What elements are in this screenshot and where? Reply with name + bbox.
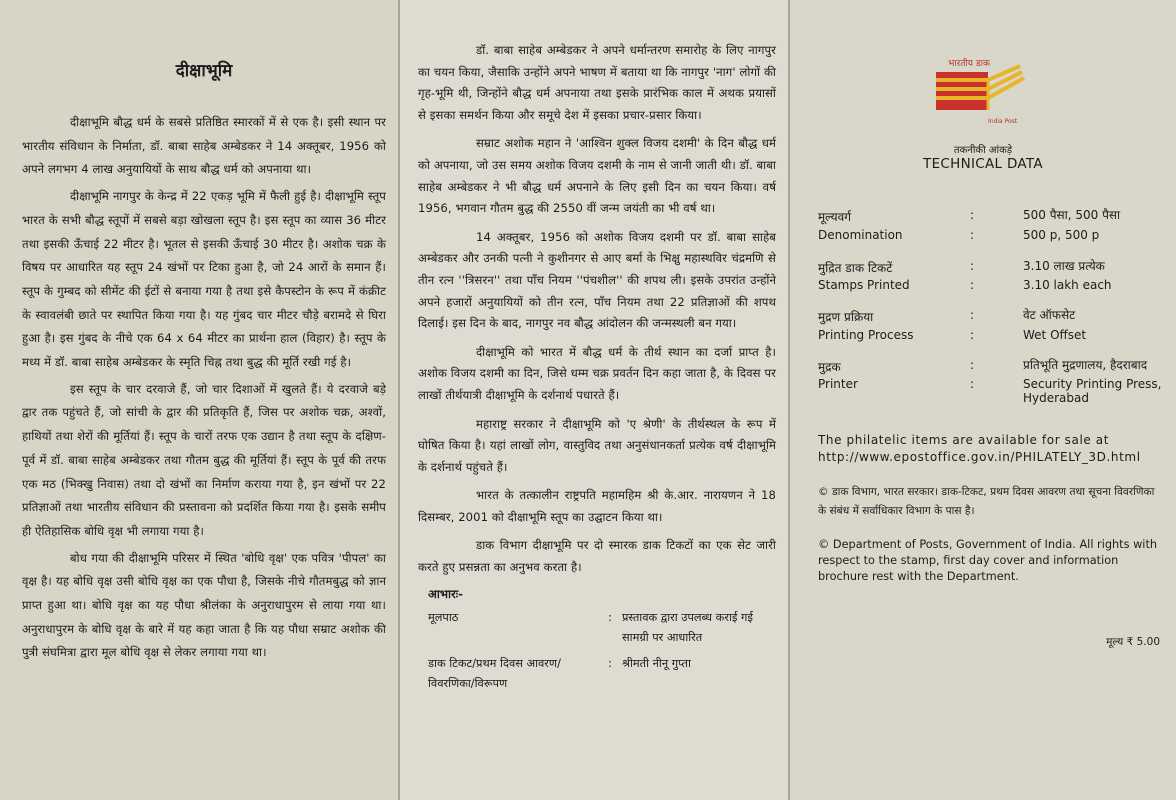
ack-colon: :	[608, 610, 612, 624]
tech-value: 500 p, 500 p	[1023, 228, 1100, 242]
tech-label: मुद्रित डाक टिकटें	[818, 261, 893, 275]
brochure-panel-left	[0, 0, 398, 800]
page-title: दीक्षाभूमि	[175, 61, 233, 81]
tech-label: मूल्यवर्ग	[818, 210, 852, 224]
acknowledgement-row	[428, 654, 776, 694]
tech-colon: :	[970, 308, 975, 322]
paragraph: महाराष्ट्र सरकार ने दीक्षाभूमि को 'ए श्रेणी' के तीर्थस्थल के रूप में घोषित किया है। यहां लाखों लोग, वास्तुविद तथा अनुसंधानकर्ता प्रत्येक वर्ष दीक्षाभूमि के दर्शनार्थ पहुंचते हैं।	[418, 416, 776, 474]
price-label: मूल्य ₹ 5.00	[1106, 636, 1160, 648]
tech-colon: :	[970, 328, 975, 342]
paragraph: 14 अक्तूबर, 1956 को अशोक विजय दशमी पर डॉ. बाबा साहेब अम्बेडकर और उनकी पत्नी ने कुशीनगर से आए बर्मा के भिक्षु महास्थविर चंद्रमणि से तीन रत्न ''त्रिसरन'' तथा पाँच नियम ''पंचशील'' की शपथ ली। इसके उपरांत उन्होंने अपने हजारों अनुयायियों को तीन रत्न, पाँच नियम तथा 22 प्रतिज्ञाओं की शपथ दिलाई। इस दिन के बाद, नागपुर नव बौद्ध आंदोलन की जन्मस्थली बन गया।	[418, 229, 776, 331]
tech-value: प्रतिभूति मुद्रणालय, हैदराबाद	[1023, 358, 1148, 372]
paragraph: दीक्षाभूमि को भारत में बौद्ध धर्म के तीर्थ स्थान का दर्जा प्राप्त है। अशोक विजय दशमी का दिन, जिसे धम्म चक्र प्रवर्तन दिन कहा जाता है, के दिवस पर लाखों तीर्थयात्री दीक्षाभूमि के दर्शनार्थ पधारते हैं।	[418, 344, 776, 402]
philatelic-note: The philatelic items are available for sale at http://www.epostoffice.gov.in/PHILATELY_3D.html	[818, 433, 1141, 464]
tech-value: 3.10 लाख प्रत्येक	[1023, 259, 1105, 273]
tech-colon: :	[970, 278, 975, 292]
tech-value: 3.10 lakh each	[1023, 278, 1112, 292]
tech-value: Wet Offset	[1023, 328, 1087, 342]
tech-value: 500 पैसा, 500 पैसा	[1023, 208, 1121, 222]
tech-label: Stamps Printed	[818, 278, 910, 292]
ack-colon: :	[608, 656, 612, 670]
ack-value: प्रस्तावक द्वारा उपलब्ध कराई गई सामग्री पर आधारित	[622, 610, 753, 644]
paragraph: डाक विभाग दीक्षाभूमि पर दो स्मारक डाक टिकटों का एक सेट जारी करते हुए प्रसन्नता का अनुभव करता है।	[418, 538, 776, 575]
technical-data-heading: TECHNICAL DATA	[923, 156, 1043, 172]
tech-label: Denomination	[818, 228, 903, 242]
india-post-logo	[930, 58, 1040, 128]
acknowledgement-heading: आभारः-	[428, 586, 463, 601]
logo-text: भारतीय डाक	[948, 59, 990, 69]
paragraph: सम्राट अशोक महान ने 'आश्विन शुक्ल विजय दशमी' के दिन बौद्ध धर्म को अपनाया, जो उस समय अशोक विजय दशमी के नाम से जानी जाती थी। डॉ. बाबा साहेब अम्बेडकर ने भी बौद्ध धर्म अपनाने के लिए इसी दिन का चयन किया। वर्ष 1956, भगवान गौतम बुद्ध की 2550 वीं जन्म जयंती का भी वर्ष था।	[418, 136, 776, 216]
paragraph: इस स्तूप के चार दरवाजे हैं, जो चार दिशाओं में खुलते हैं। ये दरवाजे बड़े द्वार तक पहुंचते हैं, जो सांची के द्वार की प्रतिकृति हैं, जिस पर अशोक चक्र, अश्वों, हाथियों तथा शेरों की मूर्तियां हैं। स्तूप के चारों तरफ एक उद्यान है तथा स्तूप के दक्षिण-पूर्व में डॉ. बाबा साहेब अम्बेडकर तथा गौतम बुद्ध की मूर्तियां हैं। स्तूप के पूर्व की तरफ एक मठ (भिक्खु निवास) तथा दो खंभों का निर्माण कराया गया है, इन खंभों पर 22 प्रतिज्ञाओं तथा भारतीय संविधान की प्रस्तावना को प्रदर्शित किया गया है। इसके समीप ही ऐतिहासिक बोधि वृक्ष भी लगाया गया है।	[22, 381, 386, 538]
ack-label: मूलपाठ	[428, 610, 459, 624]
paragraph: बोध गया की दीक्षाभूमि परिसर में स्थित 'बोधि वृक्ष' एक पवित्र 'पीपल' का वृक्ष है। यह बोधि वृक्ष उसी बोधि वृक्ष का एक पौधा है, जिसके नीचे गौतमबुद्ध को ज्ञान प्राप्त हुआ था। बोधि वृक्ष का यह पौधा श्रीलंका के अनुराधापुरम से लाया गया था। अनुराधापुरम के बोधि वृक्ष के बारे में यह कहा जाता है कि यह पौधा सम्राट अशोक की पुत्री संघमित्रा द्वारा मूल बोधि वृक्ष से लेकर लगाया गया था।	[22, 550, 386, 660]
paragraph: दीक्षाभूमि नागपुर के केन्द्र में 22 एकड़ भूमि में फैली हुई है। दीक्षाभूमि स्तूप भारत के सभी बौद्ध स्तूपों में सबसे बड़ा खोखला स्तूप है। इस स्तूप का व्यास 36 मीटर तथा इसकी ऊँचाई 22 मीटर है। भूतल से इसकी ऊँचाई 30 मीटर है। अशोक चक्र के विषय पर आधारित यह स्तूप 24 खंभों पर टिका हुआ है, जो 24 आरों के समान हैं। स्तूप के गुम्बद को सीमेंट की ईटों से बनाया गया है तथा इसे कैपस्टोन के रूप में कंक्रीट के स्वावलंबी छाते पर स्थापित किया गया है। यह गुंबद चार मीटर चौड़े बरामदे से घिरा हुआ है। इस गुंबद के नीचे एक 64 x 64 मीटर का प्रार्थना हाल (विहार) है। स्तूप के मध्य में डॉ. बाबा साहेब अम्बेडकर के स्मृति चिह्न तथा बुद्ध की मूर्ति रखी गई है।	[22, 189, 386, 370]
tech-label: Printing Process	[818, 328, 914, 342]
copyright-hindi: © डाक विभाग, भारत सरकार। डाक-टिकट, प्रथम दिवस आवरण तथा सूचना विवरणिका के संबंध में सर्वाधिकार विभाग के पास है।	[818, 486, 1155, 517]
ack-value: श्रीमती नीनू गुप्ता	[622, 656, 691, 670]
paragraph: भारत के तत्कालीन राष्ट्रपति महामहिम श्री के.आर. नारायणन ने 18 दिसम्बर, 2001 को दीक्षाभूमि स्तूप का उद्घाटन किया था।	[418, 488, 776, 524]
tech-label: मुद्रक	[818, 360, 841, 374]
tech-label: मुद्रण प्रक्रिया	[818, 310, 874, 324]
tech-colon: :	[970, 259, 975, 273]
logo-subtext: India Post	[988, 118, 1018, 125]
acknowledgement-row	[428, 608, 776, 648]
technical-data-heading-hindi: तकनीकी आंकड़े	[953, 145, 1013, 156]
tech-label: Printer	[818, 377, 858, 391]
tech-colon: :	[970, 228, 975, 242]
tech-value: वेट ऑफसेट	[1023, 308, 1076, 322]
brochure-panel-right	[790, 0, 1176, 800]
ack-label: डाक टिकट/प्रथम दिवस आवरण/ विवरणिका/विरूपण	[428, 656, 561, 690]
tech-value: Security Printing Press, Hyderabad	[1023, 377, 1162, 405]
tech-colon: :	[970, 377, 975, 391]
paragraph: डॉ. बाबा साहेब अम्बेडकर ने अपने धर्मान्तरण समारोह के लिए नागपुर का चयन किया, जैसाकि उन्होंने अपने भाषण में बताया था कि नागपुर 'नाग' लोगों की गृह-भूमि थी, जिन्होंने बौद्ध धर्म अपनाया तथा इसके प्रारंभिक काल में अथक प्रयासों से इसका समर्थन किया और समूचे देश में इसका प्रचार-प्रसार किया।	[418, 43, 776, 122]
brochure-panel-middle	[400, 0, 788, 800]
copyright-english: © Department of Posts, Government of India. All rights with respect to the stamp, first day cover and information brochure rest with the Department.	[818, 538, 1158, 583]
tech-colon: :	[970, 208, 975, 222]
paragraph: दीक्षाभूमि बौद्ध धर्म के सबसे प्रतिष्ठित स्मारकों में से एक है। इसी स्थान पर भारतीय संविधान के निर्माता, डॉ. बाबा साहेब अम्बेडकर ने 14 अक्तूबर, 1956 को अपने लगभग 4 लाख अनुयायियों के साथ बौद्ध धर्म को अपनाया था।	[22, 115, 386, 177]
tech-colon: :	[970, 358, 975, 372]
